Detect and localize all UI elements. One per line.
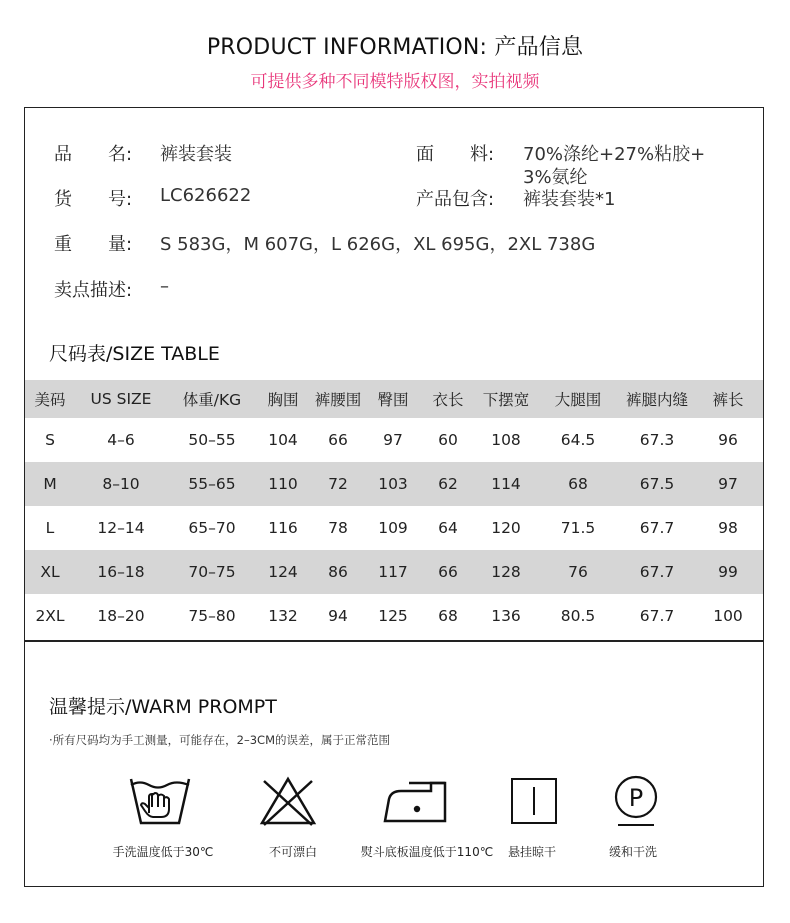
table-cell: 67.3 [639, 431, 675, 449]
table-cell: 62 [438, 475, 458, 493]
table-cell: 103 [378, 475, 408, 493]
material-label: 面 料: [416, 144, 495, 165]
table-cell: L [45, 519, 55, 537]
selling-value: – [160, 276, 169, 297]
page-subtitle: 可提供多种不同模特版权图，实拍视频 [250, 72, 540, 92]
info-frame [24, 107, 764, 887]
material-value-line1: 70%涤纶+27%粘胶+ [523, 144, 706, 165]
table-cell: XL [40, 563, 60, 581]
care-label: 手洗温度低于30℃ [112, 845, 214, 859]
section-divider [25, 640, 763, 642]
table-cell: 71.5 [560, 519, 596, 537]
col-header: 裤长 [712, 391, 744, 409]
table-cell: 116 [268, 519, 298, 537]
sku-value: LC626622 [160, 185, 252, 206]
table-cell: 68 [568, 475, 588, 493]
care-label: 悬挂晾干 [507, 845, 556, 859]
table-cell: 64 [438, 519, 458, 537]
name-value: 裤装套装 [160, 144, 232, 165]
table-cell: 18–20 [97, 607, 145, 625]
table-cell: 76 [568, 563, 588, 581]
table-cell: 86 [328, 563, 348, 581]
table-cell: 136 [491, 607, 521, 625]
table-cell: 12–14 [97, 519, 145, 537]
size-table-header-row [25, 380, 763, 418]
care-label: 缓和干洗 [608, 845, 657, 859]
dry-clean-p-icon [566, 773, 706, 829]
size-table [25, 380, 763, 638]
package-value: 裤装套装*1 [523, 189, 616, 210]
table-cell: 55–65 [188, 475, 236, 493]
table-cell: 8–10 [102, 475, 140, 493]
table-cell: 16–18 [97, 563, 145, 581]
no-bleach-icon [218, 773, 358, 829]
table-cell: 109 [378, 519, 408, 537]
table-cell: 104 [268, 431, 298, 449]
table-cell: 80.5 [560, 607, 596, 625]
weight-value: S 583G，M 607G，L 626G，XL 695G，2XL 738G [160, 234, 596, 255]
table-cell: 125 [378, 607, 408, 625]
table-cell: 132 [268, 607, 298, 625]
table-cell: 114 [491, 475, 521, 493]
table-cell: 64.5 [560, 431, 596, 449]
hand-wash-icon [90, 773, 230, 829]
table-cell: 110 [268, 475, 298, 493]
table-cell: 67.7 [639, 607, 675, 625]
table-row [25, 462, 763, 506]
table-cell: 67.7 [639, 563, 675, 581]
table-row [25, 506, 763, 550]
table-cell: 2XL [35, 607, 65, 625]
table-cell: 99 [718, 563, 738, 581]
package-label: 产品包含: [416, 189, 495, 210]
table-cell: 98 [718, 519, 738, 537]
table-cell: 65–70 [188, 519, 236, 537]
table-cell: 67.7 [639, 519, 675, 537]
material-value-line2: 3%氨纶 [523, 167, 588, 188]
table-cell: 120 [491, 519, 521, 537]
col-header: 胸围 [267, 391, 299, 409]
table-row [25, 594, 763, 638]
svg-text:P: P [628, 784, 644, 812]
care-label: 不可漂白 [268, 845, 317, 859]
sku-label: 货 号: [54, 189, 133, 210]
table-cell: 97 [383, 431, 403, 449]
table-cell: 97 [718, 475, 738, 493]
table-cell: 94 [328, 607, 348, 625]
table-cell: S [45, 431, 55, 449]
care-label: 熨斗底板温度低于110℃ [360, 845, 494, 859]
table-cell: 4–6 [107, 431, 135, 449]
selling-label: 卖点描述: [54, 280, 133, 301]
col-header: 裤腰围 [314, 391, 362, 409]
table-cell: 70–75 [188, 563, 236, 581]
col-header: 裤腿内缝 [625, 391, 688, 409]
col-header: 臀围 [377, 391, 409, 409]
table-cell: 66 [328, 431, 348, 449]
table-cell: M [43, 475, 57, 493]
table-cell: 100 [713, 607, 743, 625]
weight-label: 重 量: [54, 234, 133, 255]
col-header: 大腿围 [554, 391, 602, 409]
table-cell: 96 [718, 431, 738, 449]
size-table-heading: 尺码表/SIZE TABLE [49, 343, 220, 365]
col-header: 美码 [34, 391, 66, 409]
measurement-note: ·所有尺码均为手工测量，可能存在，2–3CM的误差，属于正常范围 [49, 733, 390, 747]
table-cell: 117 [378, 563, 408, 581]
col-header: US SIZE [90, 390, 152, 408]
table-cell: 75–80 [188, 607, 236, 625]
table-cell: 68 [438, 607, 458, 625]
table-cell: 72 [328, 475, 348, 493]
page-title: PRODUCT INFORMATION: 产品信息 [206, 35, 584, 60]
col-header: 下摆宽 [482, 391, 530, 409]
table-cell: 78 [328, 519, 348, 537]
table-cell: 67.5 [639, 475, 675, 493]
name-label: 品 名: [54, 144, 133, 165]
table-cell: 60 [438, 431, 458, 449]
col-header: 衣长 [432, 391, 464, 409]
table-row [25, 550, 763, 594]
table-row [25, 418, 763, 462]
table-cell: 66 [438, 563, 458, 581]
table-cell: 50–55 [188, 431, 236, 449]
table-cell: 124 [268, 563, 298, 581]
col-header: 体重/KG [182, 391, 242, 409]
warm-prompt-heading: 温馨提示/WARM PROMPT [49, 696, 277, 718]
table-cell: 128 [491, 563, 521, 581]
table-cell: 108 [491, 431, 521, 449]
